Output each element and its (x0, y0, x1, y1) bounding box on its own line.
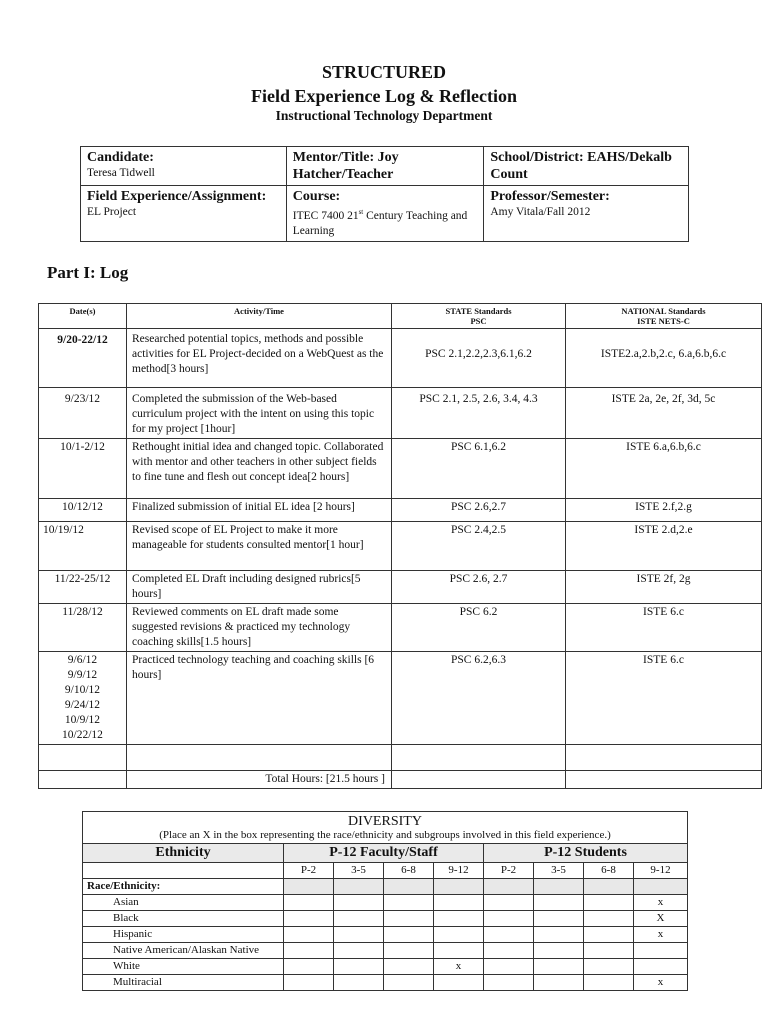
log-state: PSC 2.1,2.2,2.3,6.1,6.2 (392, 329, 566, 388)
candidate-label: Candidate: (87, 150, 154, 165)
mark-cell (284, 943, 334, 959)
mark-cell (434, 975, 484, 991)
mark-cell (434, 911, 484, 927)
mentor-label: Mentor/Title: Joy Hatcher/Teacher (292, 150, 399, 182)
log-date: 9/20-22/12 (39, 329, 127, 388)
mark-cell (434, 895, 484, 911)
mark-cell: x (634, 895, 688, 911)
course-value: ITEC 7400 21st Century Teaching and Learning (292, 208, 468, 237)
log-date: 9/10/12 (64, 684, 101, 696)
diversity-row (83, 959, 688, 975)
mark-cell: X (634, 911, 688, 927)
log-state: PSC 6.1,6.2 (392, 439, 566, 499)
mark-cell (534, 943, 584, 959)
log-activity: Researched potential topics, methods and possible activities for EL Project-decided on a WebQuest as the method[3 hours] (127, 329, 392, 388)
candidate-value: Teresa Tidwell (87, 167, 155, 179)
mark-cell (634, 943, 688, 959)
log-row (39, 571, 762, 604)
state-header: STATE Standards PSC (392, 304, 566, 329)
log-activity: Finalized submission of initial EL idea [2 hours] (127, 499, 392, 522)
log-date-list (39, 652, 127, 745)
log-row (39, 439, 762, 499)
mark-cell (334, 943, 384, 959)
grade-header: 3-5 (534, 863, 584, 879)
mark-cell (384, 895, 434, 911)
mark-cell (584, 943, 634, 959)
mark-cell (284, 975, 334, 991)
mark-cell (384, 911, 434, 927)
diversity-row (83, 975, 688, 991)
ethnicity-header: Ethnicity (83, 844, 284, 863)
ethnicity-name: Hispanic (83, 927, 284, 943)
ethnicity-name: White (83, 959, 284, 975)
log-state: PSC 6.2,6.3 (392, 652, 566, 745)
mark-cell (434, 927, 484, 943)
students-header: P-12 Students (484, 844, 688, 863)
mark-cell (534, 895, 584, 911)
mark-cell (584, 895, 634, 911)
department-subtitle: Instructional Technology Department (275, 108, 493, 123)
log-date: 11/28/12 (39, 604, 127, 652)
log-row (39, 329, 762, 388)
mark-cell (484, 895, 534, 911)
mark-cell (484, 927, 534, 943)
ethnicity-name: Asian (83, 895, 284, 911)
log-activity: Completed the submission of the Web-based curriculum project with the intent on using this topic for my project [1hour] (127, 388, 392, 439)
professor-value: Amy Vitala/Fall 2012 (490, 206, 591, 218)
grade-header: P-2 (484, 863, 534, 879)
log-date: 10/9/12 (64, 714, 101, 726)
log-national: ISTE 6.a,6.b,6.c (566, 439, 762, 499)
grade-header: 9-12 (434, 863, 484, 879)
mark-cell (384, 959, 434, 975)
activity-header: Activity/Time (127, 304, 392, 329)
mark-cell (484, 975, 534, 991)
mark-cell: x (434, 959, 484, 975)
log-activity: Rethought initial idea and changed topic. Collaborated with mentor and other teachers in other subject fields to fine tune and flesh out concept idea[2 hours] (127, 439, 392, 499)
title-field-experience: Field Experience Log & Reflection (251, 86, 517, 106)
log-row (39, 652, 762, 745)
diversity-row (83, 943, 688, 959)
candidate-info-table (80, 146, 689, 242)
grade-header: 6-8 (584, 863, 634, 879)
mark-cell (434, 943, 484, 959)
log-national: ISTE 2f, 2g (566, 571, 762, 604)
mark-cell (384, 975, 434, 991)
mark-cell (634, 959, 688, 975)
mark-cell (584, 911, 634, 927)
assignment-label: Field Experience/Assignment: (87, 189, 267, 204)
log-date: 9/23/12 (39, 388, 127, 439)
log-empty-row (39, 745, 762, 771)
log-header-row (39, 304, 762, 329)
candidate-cell (81, 147, 287, 186)
professor-label: Professor/Semester: (490, 189, 610, 204)
assignment-cell (81, 186, 287, 242)
mark-cell (584, 959, 634, 975)
log-activity: Reviewed comments on EL draft made some suggested revisions & practiced my technology coaching skills[1.5 hours] (127, 604, 392, 652)
log-date: 9/9/12 (67, 669, 98, 681)
mark-cell (334, 927, 384, 943)
log-date: 10/22/12 (62, 729, 103, 741)
mark-cell (284, 959, 334, 975)
log-row (39, 388, 762, 439)
total-hours: Total Hours: [21.5 hours ] (127, 771, 392, 789)
mark-cell (534, 959, 584, 975)
grade-header: P-2 (284, 863, 334, 879)
mark-cell (284, 895, 334, 911)
log-state: PSC 2.4,2.5 (392, 522, 566, 571)
log-national: ISTE 2.f,2.g (566, 499, 762, 522)
log-date: 9/6/12 (67, 654, 98, 666)
professor-cell (484, 186, 689, 242)
ethnicity-name: Black (83, 911, 284, 927)
mark-cell (284, 911, 334, 927)
diversity-instruction: (Place an X in the box representing the race/ethnicity and subgroups involved in this field experience.) (159, 829, 611, 841)
grade-header: 3-5 (334, 863, 384, 879)
log-state: PSC 2.6,2.7 (392, 499, 566, 522)
diversity-row (83, 895, 688, 911)
log-activity: Completed EL Draft including designed rubrics[5 hours] (127, 571, 392, 604)
grade-header: 6-8 (384, 863, 434, 879)
mark-cell: x (634, 927, 688, 943)
mark-cell (584, 927, 634, 943)
faculty-header: P-12 Faculty/Staff (284, 844, 484, 863)
mark-cell (334, 975, 384, 991)
mark-cell (334, 895, 384, 911)
school-cell (484, 147, 689, 186)
diversity-row (83, 927, 688, 943)
ethnicity-name: Native American/Alaskan Native (83, 943, 284, 959)
mentor-cell (286, 147, 484, 186)
log-date: 10/1-2/12 (39, 439, 127, 499)
log-activity: Revised scope of EL Project to make it more manageable for students consulted mentor[1 hour] (127, 522, 392, 571)
log-date: 10/12/12 (39, 499, 127, 522)
course-cell (286, 186, 484, 242)
log-national: ISTE 2a, 2e, 2f, 3d, 5c (566, 388, 762, 439)
log-row (39, 499, 762, 522)
mark-cell (334, 959, 384, 975)
mark-cell (534, 911, 584, 927)
race-label-row (83, 879, 688, 895)
diversity-title: DIVERSITY (348, 814, 422, 829)
log-national: ISTE 6.c (566, 652, 762, 745)
diversity-row (83, 911, 688, 927)
mark-cell (334, 911, 384, 927)
mark-cell (584, 975, 634, 991)
log-table (38, 303, 762, 789)
mark-cell (384, 927, 434, 943)
diversity-title-cell (83, 812, 688, 844)
log-national: ISTE 6.c (566, 604, 762, 652)
assignment-value: EL Project (87, 206, 137, 218)
log-date: 10/19/12 (39, 522, 127, 571)
mark-cell (534, 927, 584, 943)
date-header: Date(s) (39, 304, 127, 329)
mark-cell (484, 943, 534, 959)
log-total-row (39, 771, 762, 789)
log-national: ISTE 2.d,2.e (566, 522, 762, 571)
grade-header-row (83, 863, 688, 879)
log-row (39, 522, 762, 571)
log-state: PSC 2.1, 2.5, 2.6, 3.4, 4.3 (392, 388, 566, 439)
mark-cell: x (634, 975, 688, 991)
log-activity: Practiced technology teaching and coaching skills [6 hours] (127, 652, 392, 745)
race-label: Race/Ethnicity: (83, 879, 284, 895)
mark-cell (384, 943, 434, 959)
mark-cell (484, 911, 534, 927)
log-date: 11/22-25/12 (39, 571, 127, 604)
ethnicity-name: Multiracial (83, 975, 284, 991)
mark-cell (534, 975, 584, 991)
log-state: PSC 6.2 (392, 604, 566, 652)
title-structured: STRUCTURED (321, 62, 447, 82)
log-row (39, 604, 762, 652)
course-label: Course: (292, 189, 341, 204)
log-state: PSC 2.6, 2.7 (392, 571, 566, 604)
log-national: ISTE2.a,2.b,2.c, 6.a,6.b,6.c (566, 329, 762, 388)
part1-heading: Part I: Log (47, 263, 129, 282)
school-label: School/District: EAHS/Dekalb Count (490, 150, 672, 182)
grade-header: 9-12 (634, 863, 688, 879)
mark-cell (484, 959, 534, 975)
mark-cell (284, 927, 334, 943)
diversity-table (82, 811, 688, 991)
national-header: NATIONAL Standards ISTE NETS-C (566, 304, 762, 329)
log-date: 9/24/12 (64, 699, 101, 711)
